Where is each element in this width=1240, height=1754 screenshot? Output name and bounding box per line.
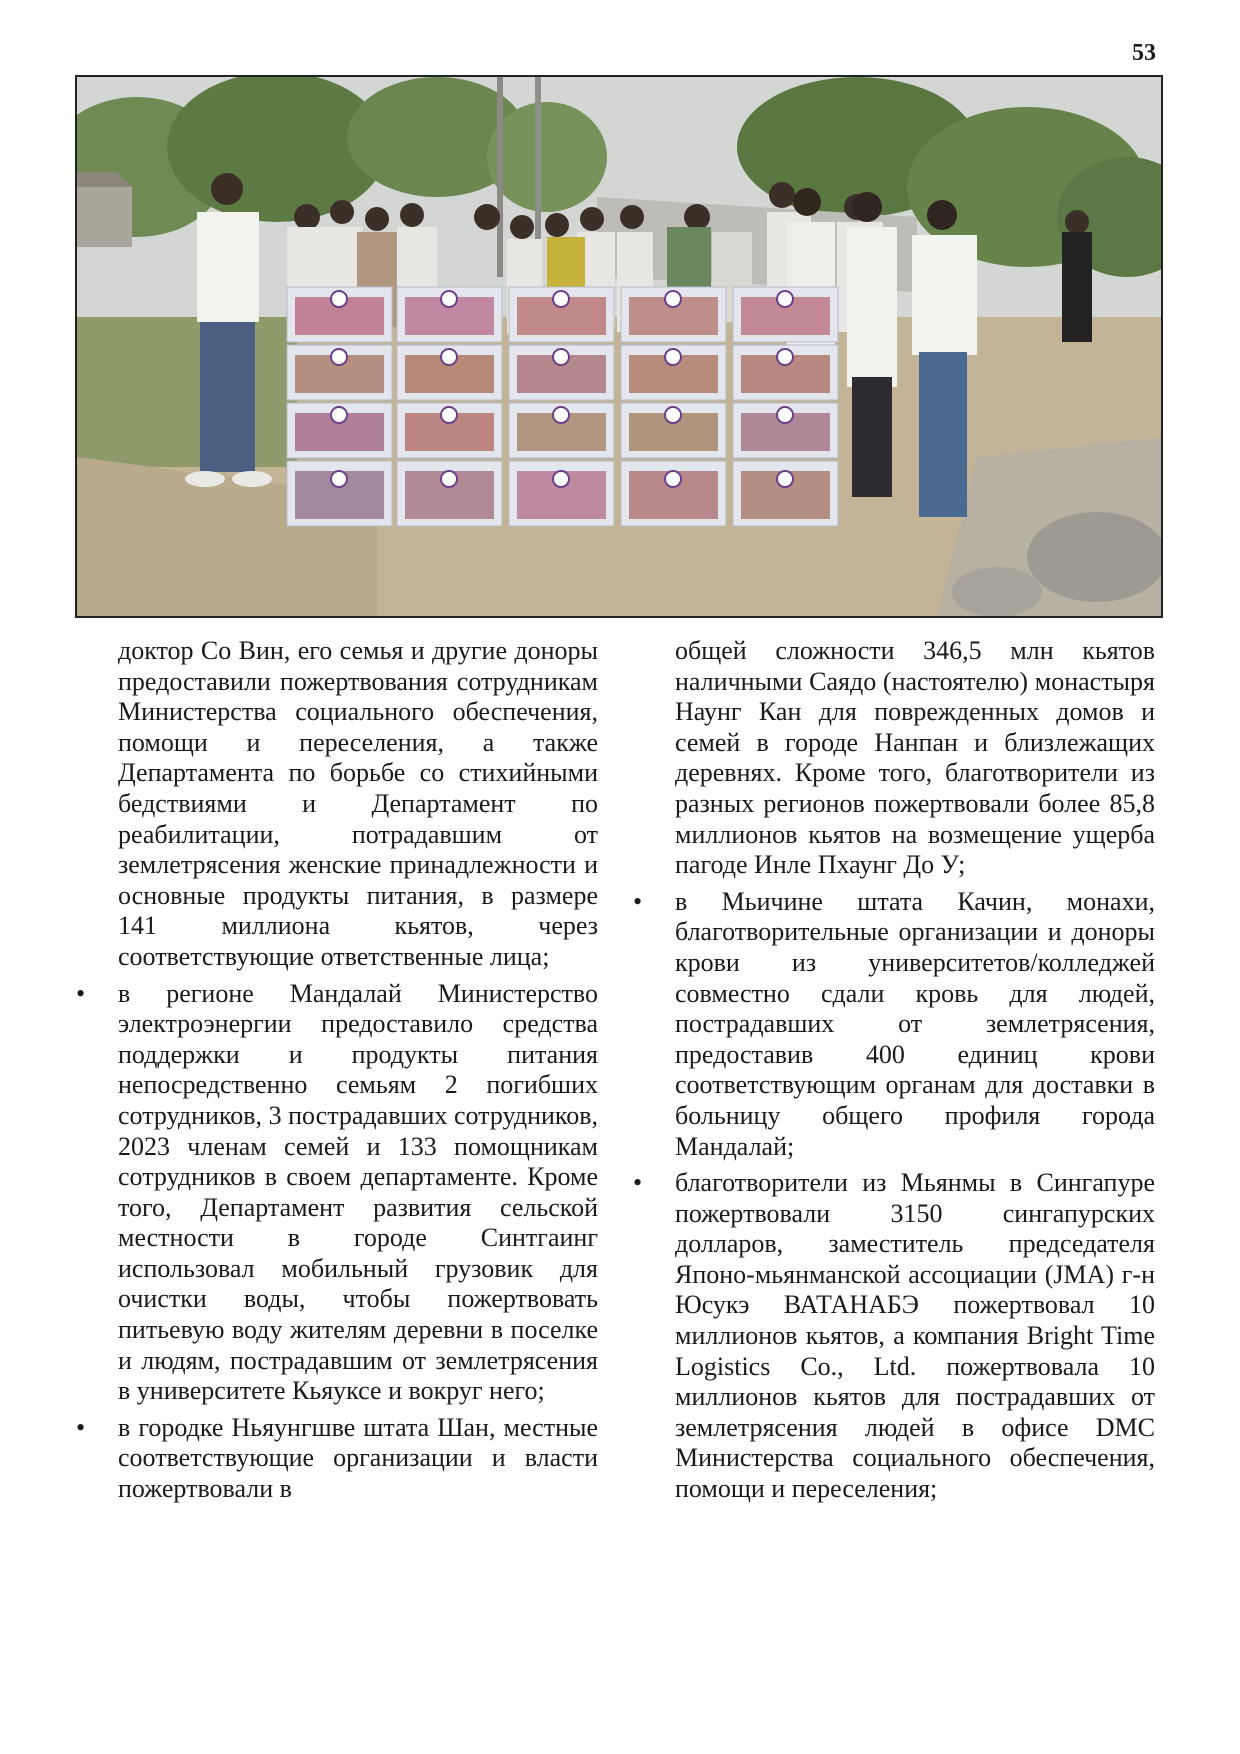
photo-illustration: [77, 77, 1163, 618]
donation-group-photo: [75, 75, 1163, 618]
list-item: • в Мьичине штата Качин, монахи, благотворительные организации и доноры крови из университетов/колледжей совместно сдали кровь для людей, пострадавших от землетрясения, предоставив 400 единиц крови соответствующим органам для доставки в больницу общего профиля города Мандалай;: [675, 887, 1155, 1162]
list-item: • в городке Ньяунгшве штата Шан, местные соответствующие организации и власти пожертвовали в: [118, 1413, 598, 1505]
page-number: 53: [1132, 40, 1156, 66]
right-column-bullet-list: [675, 887, 1155, 1505]
left-column: [118, 636, 598, 1505]
right-column: [675, 636, 1155, 1505]
left-column-bullet-list: [118, 979, 598, 1505]
list-item: • в регионе Мандалай Министерство электроэнергии предоставило средства поддержки и продукты питания непосредственно семьям 2 погибших сотрудников, 3 пострадавших сотрудников, 2023 членам семей и 133 помощникам сотрудников в своем департаменте. Кроме того, Департамент развития сельской местности в городе Синтгаинг использовал мобильный грузовик для очистки воды, чтобы пожертвовать питьевую воду жителям деревни в поселке и людям, пострадавшим от землетрясения в университете Кьяуксе и вокруг него;: [118, 979, 598, 1407]
right-column-continued-paragraph: общей сложности 346,5 млн кьятов наличными Саядо (настоятелю) монастыря Наунг Кан для поврежденных домов и семей в городе Нанпан и близлежащих деревнях. Кроме того, благотворители из разных регионов пожертвовали более 85,8 миллионов кьятов на возмещение ущерба пагоде Инле Пхаунг До У;: [675, 636, 1155, 880]
list-item: • благотворители из Мьянмы в Сингапуре пожертвовали 3150 сингапурских долларов, заместитель председателя Японо-мьянманской ассоциации (JMA) г-н Юсукэ ВАТАНАБЭ пожертвовал 10 миллионов кьятов, а компания Bright Time Logistics Co., Ltd. пожертвовала 10 миллионов кьятов для пострадавших от землетрясения людей в офисе DMC Министерства социального обеспечения, помощи и переселения;: [675, 1168, 1155, 1505]
left-column-continued-paragraph: доктор Со Вин, его семья и другие доноры предоставили пожертвования сотрудникам Министерства социального обеспечения, помощи и переселения, а также Департамента по борьбе со стихийными бедствиями и Департамент по реабилитации, потрадавшим от землетрясения женские принадлежности и основные продукты питания, в размере 141 миллиона кьятов, через соответствующие ответственные лица;: [118, 636, 598, 971]
